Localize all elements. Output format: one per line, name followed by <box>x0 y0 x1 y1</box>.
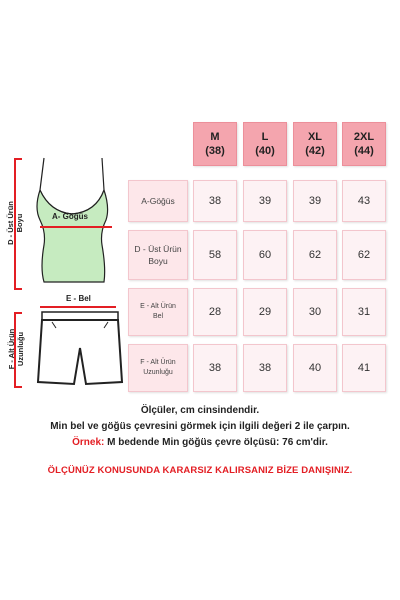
cell-chest-xl: 39 <box>293 180 337 222</box>
cell-chest-2xl: 43 <box>342 180 386 222</box>
chest-label: A- Göğüs <box>52 212 88 221</box>
cell-bottom-length-xl: 40 <box>293 344 337 392</box>
warning-text: ÖLÇÜNÜZ KONUSUNDA KARARSIZ KALIRSANIZ BİZE DANIŞINIZ. <box>47 465 353 476</box>
row-label-waist: E - Alt Ürün Bel <box>128 288 188 336</box>
note-example-prefix: Örnek: <box>72 437 105 448</box>
cell-waist-2xl: 31 <box>342 288 386 336</box>
note-example <box>0 437 400 448</box>
cell-waist-m: 28 <box>193 288 237 336</box>
note-units: Ölçüler, cm cinsindendir. <box>140 405 260 416</box>
shorts-diagram <box>30 310 130 390</box>
cell-waist-l: 29 <box>243 288 287 336</box>
cell-top-length-m: 58 <box>193 230 237 280</box>
cell-bottom-length-2xl: 41 <box>342 344 386 392</box>
size-header-2xl: 2XL (44) <box>342 122 386 166</box>
cell-top-length-xl: 62 <box>293 230 337 280</box>
shorts-illustration <box>30 310 130 390</box>
cell-bottom-length-l: 38 <box>243 344 287 392</box>
cell-top-length-2xl: 62 <box>342 230 386 280</box>
chest-measure-line <box>40 226 112 228</box>
bottom-length-label: F - Alt Ürün Uzunluğu <box>7 328 25 370</box>
top-length-label: D - Üst Ürün Boyu <box>6 201 24 245</box>
waist-measure-line <box>40 306 116 308</box>
note-multiply: Min bel ve göğüs çevresini görmek için ilgili değeri 2 ile çarpın. <box>50 421 350 432</box>
cell-waist-xl: 30 <box>293 288 337 336</box>
size-header-l: L (40) <box>243 122 287 166</box>
cell-chest-m: 38 <box>193 180 237 222</box>
cell-top-length-l: 60 <box>243 230 287 280</box>
row-label-chest: A-Göğüs <box>128 180 188 222</box>
row-label-top-length: D - Üst Ürün Boyu <box>128 230 188 280</box>
size-header-m: M (38) <box>193 122 237 166</box>
cell-chest-l: 39 <box>243 180 287 222</box>
cell-bottom-length-m: 38 <box>193 344 237 392</box>
note-example-text: M bedende Min göğüs çevre ölçüsü: 76 cm'dir. <box>104 437 328 448</box>
waist-label: E - Bel <box>66 294 91 303</box>
size-header-xl: XL (42) <box>293 122 337 166</box>
row-label-bottom-length: F - Alt Ürün Uzunluğu <box>128 344 188 392</box>
